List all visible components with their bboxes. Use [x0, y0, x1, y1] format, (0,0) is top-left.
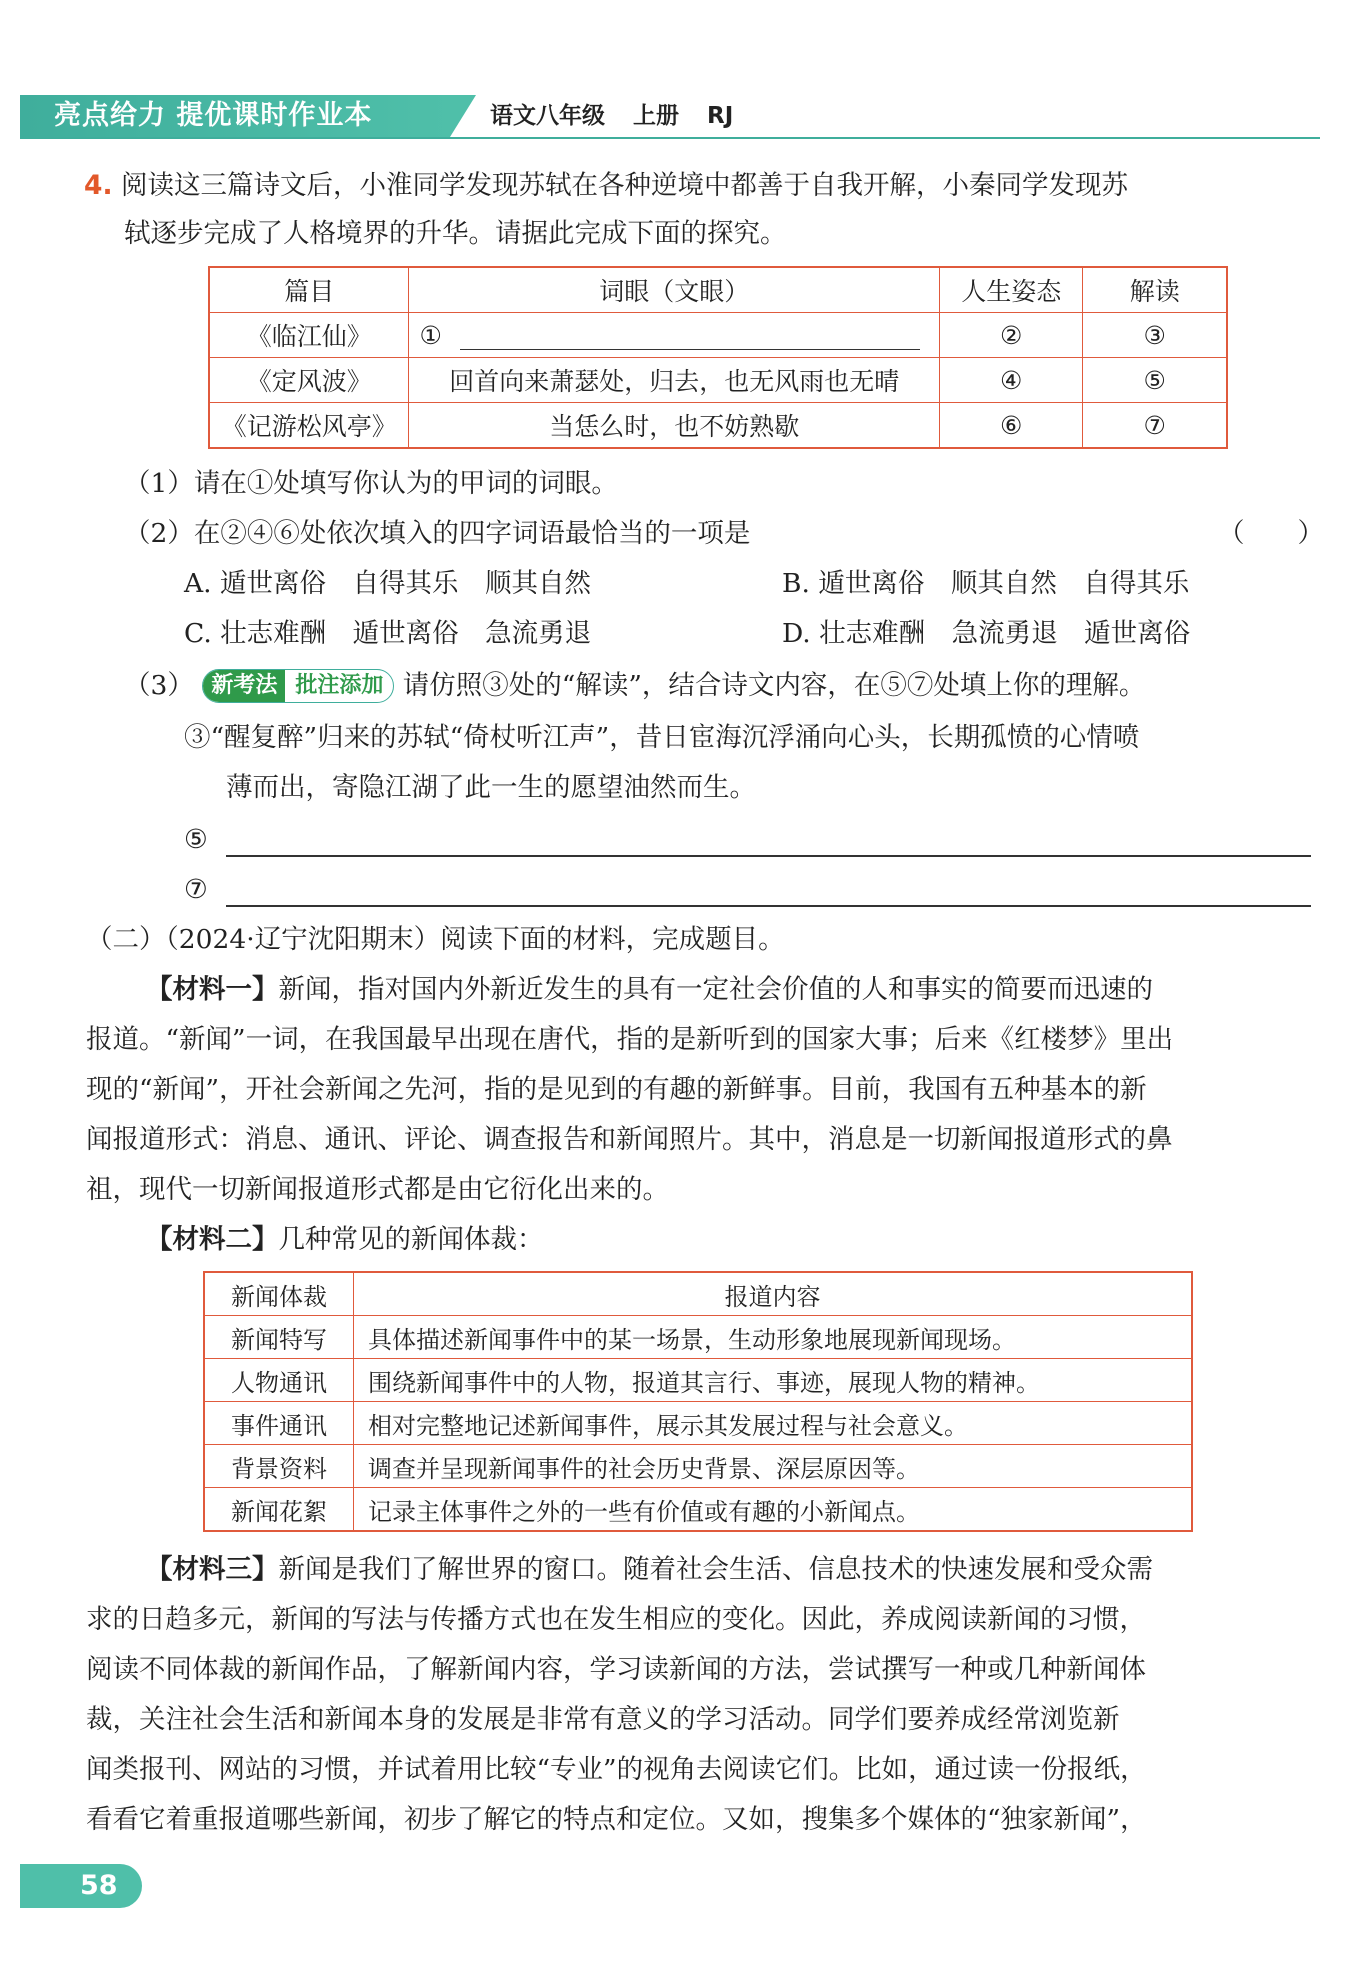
table-cell: 背景资料 [204, 1445, 354, 1488]
table-cell: 记录主体事件之外的一些有价值或有趣的小新闻点。 [354, 1488, 1193, 1532]
table-cell: 围绕新闻事件中的人物，报道其言行、事迹，展现人物的精神。 [354, 1359, 1193, 1402]
answer-paren[interactable]: （ ） [1218, 518, 1324, 549]
q4-sub3 [124, 664, 1145, 708]
q4-number: 4. [84, 170, 113, 201]
q4-sub1: （1）请在①处填写你认为的甲词的词眼。 [124, 468, 618, 499]
material1-line4: 闻报道形式：消息、通讯、评论、调查报告和新闻照片。其中，消息是一切新闻报道形式的鼻 [86, 1124, 1173, 1155]
material1-label: 【材料一】 [146, 974, 279, 1005]
table-cell: 具体描述新闻事件中的某一场景，生动形象地展现新闻现场。 [354, 1316, 1193, 1359]
table-cell: 新闻特写 [204, 1316, 354, 1359]
material2-text: 几种常见的新闻体裁： [278, 1224, 544, 1255]
table-header-cell: 新闻体裁 [204, 1272, 354, 1316]
table-row [204, 1488, 1192, 1532]
example-line1: ③“醒复醉”归来的苏轼“倚杖听江声”，昔日宦海沉浮涌向心头，长期孤愤的心情喷 [184, 722, 1140, 753]
table-header-cell: 报道内容 [354, 1272, 1193, 1316]
table-row [209, 358, 1227, 403]
material1-line1 [146, 968, 1153, 1012]
q4-stem-text: 阅读这三篇诗文后，小淮同学发现苏轼在各种逆境中都善于自我开解，小秦同学发现苏 [120, 170, 1128, 201]
table-header-cell: 人生姿态 [940, 267, 1083, 313]
table-cell: 当恁么时，也不妨熟歇 [409, 403, 940, 449]
table-row [204, 1359, 1192, 1402]
answer-line-5[interactable] [226, 855, 1311, 857]
page-number: 58 [20, 1864, 142, 1908]
table-cell: ⑤ [1083, 358, 1227, 403]
table-cell: 回首向来萧瑟处，归去，也无风雨也无晴 [409, 358, 940, 403]
material1-line5: 祖，现代一切新闻报道形式都是由它衍化出来的。 [86, 1174, 669, 1205]
q4-sub2: （2）在②④⑥处依次填入的四字词语最恰当的一项是 [124, 518, 751, 549]
table-cell: ③ [1083, 313, 1227, 358]
section2-intro: （二）（2024·辽宁沈阳期末）阅读下面的材料，完成题目。 [86, 924, 785, 955]
table-cell: 人物通讯 [204, 1359, 354, 1402]
material3-line4: 裁，关注社会生活和新闻本身的发展是非常有意义的学习活动。同学们要养成经常浏览新 [86, 1704, 1120, 1735]
table-row [204, 1445, 1192, 1488]
q4-stem-line1 [84, 164, 1128, 208]
table-header-cell: 词眼（文眼） [409, 267, 940, 313]
table-cell: 《记游松风亭》 [209, 403, 409, 449]
answer-blank[interactable] [460, 349, 920, 350]
material3-line2: 求的日趋多元，新闻的写法与传播方式也在发生相应的变化。因此，养成阅读新闻的习惯， [86, 1604, 1146, 1635]
genre-table [203, 1271, 1193, 1532]
option-a[interactable]: A. 遁世离俗 自得其乐 顺其自然 [184, 568, 591, 599]
table-row [209, 403, 1227, 449]
badge-left: 新考法 [203, 670, 285, 702]
table-row [204, 1316, 1192, 1359]
material3-line5: 闻类报刊、网站的习惯，并试着用比较“专业”的视角去阅读它们。比如，通过读一份报纸， [86, 1754, 1147, 1785]
table-header-cell: 解读 [1083, 267, 1227, 313]
table-cell: ⑥ [940, 403, 1083, 449]
mark-7: ⑦ [184, 874, 208, 905]
table-cell: ⑦ [1083, 403, 1227, 449]
blank-marker: ① [419, 320, 442, 350]
table-header-cell: 篇目 [209, 267, 409, 313]
material3-text: 新闻是我们了解世界的窗口。随着社会生活、信息技术的快速发展和受众需 [278, 1554, 1153, 1585]
table-cell-blank[interactable] [409, 313, 940, 358]
q4-sub3-prefix: （3） [124, 670, 194, 701]
option-b[interactable]: B. 遁世离俗 顺其自然 自得其乐 [782, 568, 1190, 599]
option-c[interactable]: C. 壮志难酬 遁世离俗 急流勇退 [184, 618, 592, 649]
table-row [204, 1402, 1192, 1445]
table-row [209, 313, 1227, 358]
table-cell: ④ [940, 358, 1083, 403]
q4-stem-line2: 轼逐步完成了人格境界的升华。请据此完成下面的探究。 [124, 218, 787, 249]
material1-text: 新闻，指对国内外新近发生的具有一定社会价值的人和事实的简要而迅速的 [278, 974, 1153, 1005]
material2-label: 【材料二】 [146, 1224, 279, 1255]
material2-line [146, 1218, 544, 1262]
table-cell: 事件通讯 [204, 1402, 354, 1445]
table-cell: 新闻花絮 [204, 1488, 354, 1532]
table-cell: 调查并呈现新闻事件的社会历史背景、深层原因等。 [354, 1445, 1193, 1488]
badge-right: 批注添加 [295, 673, 384, 698]
q4-table [208, 266, 1228, 449]
material3-label: 【材料三】 [146, 1554, 279, 1585]
option-d[interactable]: D. 壮志难酬 急流勇退 遁世离俗 [782, 618, 1191, 649]
table-cell: 《定风波》 [209, 358, 409, 403]
header-meta: 语文八年级 上册 RJ [490, 103, 734, 129]
header-brand: 亮点给力 提优课时作业本 [54, 100, 373, 131]
q4-sub3-text: 请仿照③处的“解读”，结合诗文内容，在⑤⑦处填上你的理解。 [402, 670, 1146, 701]
table-cell: 相对完整地记述新闻事件，展示其发展过程与社会意义。 [354, 1402, 1193, 1445]
material3-line3: 阅读不同体裁的新闻作品，了解新闻内容，学习读新闻的方法，尝试撰写一种或几种新闻体 [86, 1654, 1146, 1685]
new-method-badge [202, 669, 394, 703]
material3-line1 [146, 1548, 1153, 1592]
header-divider [20, 137, 1320, 139]
table-header-row [204, 1272, 1192, 1316]
answer-line-7[interactable] [226, 905, 1311, 907]
example-line2: 薄而出，寄隐江湖了此一生的愿望油然而生。 [226, 772, 756, 803]
material1-line3: 现的“新闻”，开社会新闻之先河，指的是见到的有趣的新鲜事。目前，我国有五种基本的新 [86, 1074, 1147, 1105]
table-header-row [209, 267, 1227, 313]
material3-line6: 看看它着重报道哪些新闻，初步了解它的特点和定位。又如，搜集多个媒体的“独家新闻”， [86, 1804, 1147, 1835]
table-cell: ② [940, 313, 1083, 358]
material1-line2: 报道。“新闻”一词，在我国最早出现在唐代，指的是新听到的国家大事；后来《红楼梦》里出 [86, 1024, 1174, 1055]
table-cell: 《临江仙》 [209, 313, 409, 358]
mark-5: ⑤ [184, 824, 208, 855]
